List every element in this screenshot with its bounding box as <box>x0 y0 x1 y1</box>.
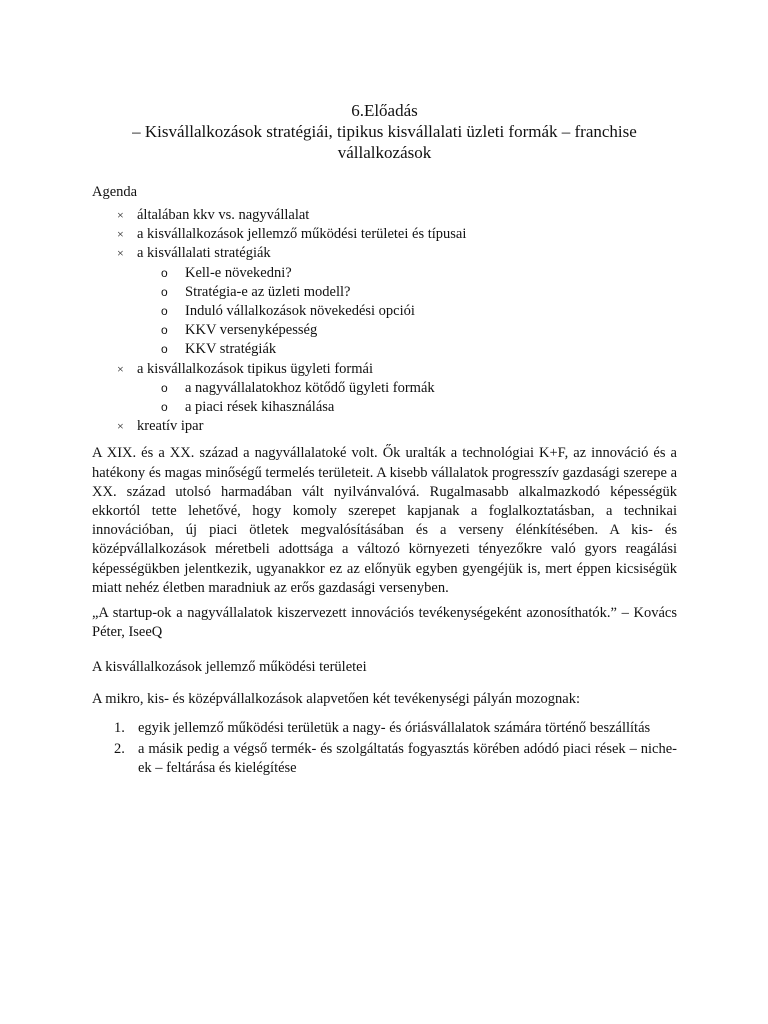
agenda-subitem <box>161 283 677 302</box>
circle-bullet-icon: o <box>161 400 168 415</box>
x-bullet-icon: × <box>117 419 124 434</box>
numbered-item-text: egyik jellemző működési területük a nagy- és óriásvállalatok számára történő beszállítás <box>138 719 651 736</box>
x-bullet-icon: × <box>117 227 124 242</box>
agenda-subitem <box>161 398 677 417</box>
quote-paragraph: „A startup-ok a nagyvállalatok kiszervezett innovációs tevékenységeként azonosíthatók.” – Kovács Péter, IseeQ <box>92 605 677 641</box>
circle-bullet-icon: o <box>161 284 168 299</box>
agenda-sublist <box>137 264 677 360</box>
circle-bullet-icon: o <box>161 342 168 357</box>
circle-bullet-icon: o <box>161 304 168 319</box>
agenda-sublist <box>137 379 677 417</box>
circle-bullet-icon: o <box>161 323 168 338</box>
title-line-2: – Kisvállalkozások stratégiái, tipikus kisvállalati üzleti formák – franchise vállalkozások <box>132 122 637 162</box>
agenda-subitem-label: KKV versenyképesség <box>185 322 318 339</box>
agenda-subitem-label: a piaci rések kihasználása <box>185 399 335 416</box>
numbered-item <box>92 719 677 738</box>
agenda-item <box>117 360 677 418</box>
agenda-subitem-label: KKV stratégiák <box>185 341 277 358</box>
agenda-subitem-label: Stratégia-e az üzleti modell? <box>185 283 351 300</box>
agenda-subitem <box>161 340 677 359</box>
agenda-item <box>117 225 677 244</box>
agenda-subitem <box>161 321 677 340</box>
numbered-item <box>92 740 677 778</box>
agenda-item-label: kreatív ipar <box>137 418 204 435</box>
agenda-subitem <box>161 379 677 398</box>
agenda-item-label: a kisvállalati stratégiák <box>137 245 271 262</box>
agenda-heading: Agenda <box>92 184 138 200</box>
intro-paragraph: A XIX. és a XX. század a nagyvállalatoké volt. Ők uralták a technológiai K+F, az innováció és a hatékony és magas minőségű termelés területeit. A kisebb vállalatok progresszív gazdasági szerepe a XX. század utolsó harmadában vált nyilvánvalóvá. Rugalmasabb alkalmazkodó képességük ekkortól tette lehetővé, hogy komoly szerepet kapjanak a foglalkoztatásban, a technikai innovációban, új piaci ötletek megvalósításában és a verseny élénkítésében. A kis- és középvállalkozások méretbeli adottsága a változó környezeti tényezőkre való gyors reagálási képességükben jelentkezik, ugyanakkor ez az előnyük egyben gyengéjük is, mert éppen kicsiségük miatt nehéz életben maradniuk az erős gazdasági versenyben. <box>92 445 677 596</box>
agenda-item <box>117 244 677 359</box>
agenda-subitem-label: a nagyvállalatokhoz kötődő ügyleti formák <box>185 379 435 396</box>
numbered-list <box>92 719 677 779</box>
agenda-subitem-label: Kell-e növekedni? <box>185 264 292 281</box>
agenda-item-label: általában kkv vs. nagyvállalat <box>137 207 310 223</box>
activity-paragraph: A mikro, kis- és középvállalkozások alapvetően két tevékenységi pályán mozognak: <box>92 690 581 707</box>
x-bullet-icon: × <box>117 246 124 261</box>
agenda-item-label: a kisvállalkozások tipikus ügyleti formái <box>137 360 373 377</box>
agenda-item-label: a kisvállalkozások jellemző működési területei és típusai <box>137 226 467 243</box>
agenda-subitem-label: Induló vállalkozások növekedési opciói <box>185 303 415 320</box>
agenda-item <box>117 206 677 225</box>
numbered-item-number: 1. <box>114 719 125 736</box>
circle-bullet-icon: o <box>161 265 168 280</box>
x-bullet-icon: × <box>117 208 124 222</box>
agenda-subitem <box>161 302 677 321</box>
document-page <box>92 100 677 780</box>
x-bullet-icon: × <box>117 361 124 376</box>
title-line-1: 6.Előadás <box>351 101 418 120</box>
agenda-subitem <box>161 264 677 283</box>
agenda-list <box>92 206 677 436</box>
numbered-item-text: a másik pedig a végső termék- és szolgáltatás fogyasztás körében adódó piaci rések – niche-ek – feltárása és kielégítése <box>138 741 677 777</box>
section-heading: A kisvállalkozások jellemző működési területei <box>92 659 367 676</box>
document-title <box>92 100 677 163</box>
circle-bullet-icon: o <box>161 380 168 395</box>
numbered-item-number: 2. <box>114 741 125 758</box>
agenda-item <box>117 417 677 436</box>
